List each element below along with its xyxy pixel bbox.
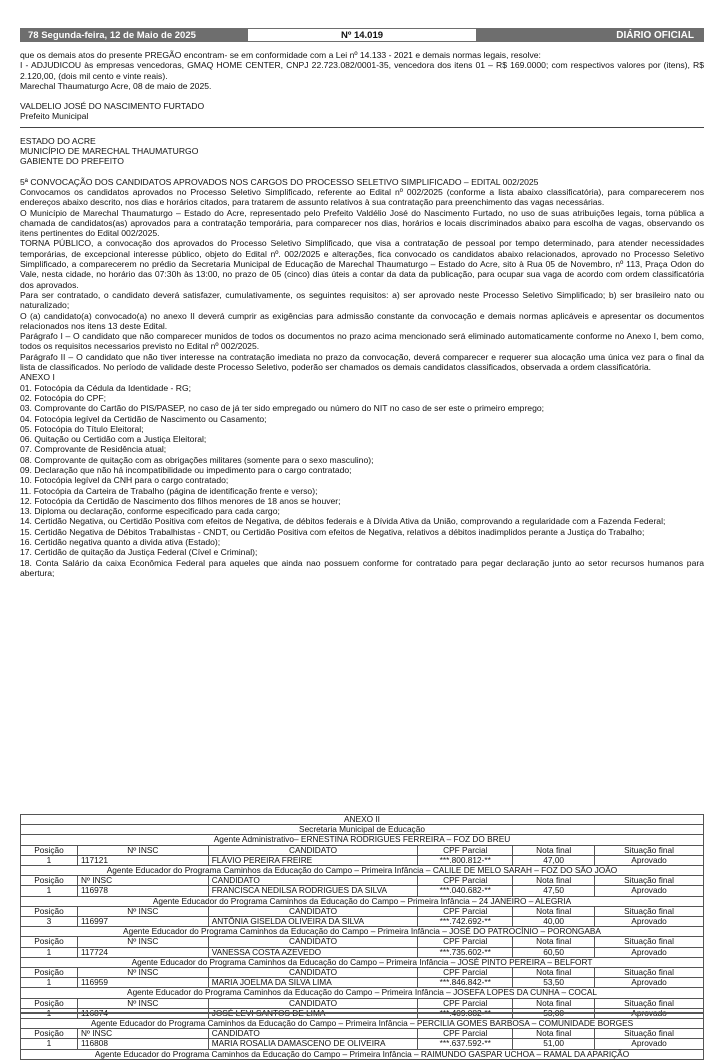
column-header: Posição — [21, 845, 78, 855]
table-header-row — [21, 845, 704, 855]
column-header: Nota final — [513, 998, 595, 1008]
table-cell: 53,50 — [513, 978, 595, 988]
table-cell: 47,50 — [513, 886, 595, 896]
table-title — [21, 815, 704, 825]
table-cell: 1 — [21, 886, 78, 896]
column-header: Nota final — [513, 937, 595, 947]
column-header: CPF Parcial — [418, 906, 513, 916]
column-header: Posição — [21, 968, 78, 978]
paragraph: TORNA PÚBLICO, a convocação dos aprovados do Processo Seletivo Simplificado, que visa a contratação de pessoal por tempo determinado, para atender necessidades temporárias, de excepcional interesse público, objeto do Edital nº. 002/2025 e alterações, fica convocado os candidatos abaixo relacionados, aprovado no Processo Seletivo Simplificado, a comparecerem no prédio da Secretaria Municipal de Educação de Marechal Thaumaturgo – Estado do Acre, sito à Rua 05 de Novembro, nº 113, Praça Odon do Vale, nesta cidade, no horário das 07:30h às 13:00, no prazo de 05 (cinco) dias úteis a contar da data da publicação, para ocupar sua vaga de acordo com ordem classificatória dos aprovados. — [20, 238, 704, 290]
table-cell: Aprovado — [595, 855, 704, 865]
table-row — [21, 947, 704, 957]
column-header: Nota final — [513, 968, 595, 978]
signature-name: VALDELIO JOSÉ DO NASCIMENTO FURTADO — [20, 101, 205, 112]
paragraph: 07. Comprovante de Residência atual; — [20, 444, 167, 455]
paragraph: Marechal Thaumaturgo Acre, 08 de maio de 2025. — [20, 80, 212, 91]
table-subtitle-text: Secretaria Municipal de Educação — [21, 825, 704, 835]
group-label — [21, 957, 704, 967]
table-cell: ***.409.082-** — [418, 1008, 513, 1018]
header-date: 78 Segunda-feira, 12 de Maio de 2025 — [20, 28, 248, 42]
column-header: Nº INSC — [77, 876, 208, 886]
table-cell: 1 — [21, 1008, 78, 1018]
table-cell: 51,00 — [513, 1039, 595, 1049]
column-header: Situação final — [595, 906, 704, 916]
group-label — [21, 988, 704, 998]
table-title-text: ANEXO II — [21, 815, 704, 825]
paragraph: ANEXO I — [20, 372, 55, 383]
table-subtitle — [21, 825, 704, 835]
table-cell: 116808 — [77, 1039, 208, 1049]
column-header: CANDIDATO — [208, 968, 418, 978]
column-header: Situação final — [595, 1029, 704, 1039]
table-cell: 1 — [21, 947, 78, 957]
table-cell: FRANCISCA NEDILSA RODRIGUES DA SILVA — [208, 886, 418, 896]
table-cell: 1 — [21, 855, 78, 865]
table-cell: JOSÉ LEVI SANTOS DE LIMA — [208, 1008, 418, 1018]
document-body — [20, 50, 704, 578]
group-label-text: Agente Educador do Programa Caminhos da Educação do Campo – Primeira Infância – 24 JANEIRO – ALEGRIA — [21, 896, 704, 906]
group-label-text: Agente Educador do Programa Caminhos da Educação do Campo – Primeira Infância – JOSÉ PINTO PEREIRA – BELFORT — [21, 957, 704, 967]
table-cell: ***.846.842-** — [418, 978, 513, 988]
paragraph: Parágrafo II – O candidato que não tiver interesse na contratação imediata no prazo da convocação, deverá comparecer e requerer sua alocação uma única vez para o final da lista de classificados. No período de validade deste Processo Seletivo, poderão ser chamados os demais candidatos classificados, observada a ordem classificatória. — [20, 351, 704, 373]
table-cell: ANTÔNIA GISELDA OLIVEIRA DA SILVA — [208, 917, 418, 927]
column-header: Posição — [21, 1029, 78, 1039]
paragraph: 13. Diploma ou declaração, conforme especificado para cada cargo; — [20, 506, 280, 517]
table-cell: 1 — [21, 978, 78, 988]
paragraph: 5ª CONVOCAÇÃO DOS CANDIDATOS APROVADOS NOS CARGOS DO PROCESSO SELETIVO SIMPLIFICADO – EDITAL 002/2025 — [20, 176, 539, 187]
table-cell: Aprovado — [595, 886, 704, 896]
column-header: Situação final — [595, 845, 704, 855]
annex-table — [20, 814, 704, 1060]
paragraph: 05. Fotocópia do Título Eleitoral; — [20, 423, 144, 434]
group-label — [21, 835, 704, 845]
paragraph: I - ADJUDICOU às empresas vencedoras, GMAQ HOME CENTER, CNPJ 22.723.082/0001-35, vencedora dos itens 01 – R$ 169.0000; com respectivos valores por (itens), R$ 2.120,00, (dois mil cento e vinte reais). — [20, 60, 704, 81]
column-header: CPF Parcial — [418, 876, 513, 886]
table-header-row — [21, 906, 704, 916]
group-label-text: Agente Educador do Programa Caminhos da Educação do Campo – Primeira Infância – PERCILIA GOMES BARBOSA – COMUNIDADE BORGES — [21, 1019, 704, 1029]
table-cell: Aprovado — [595, 978, 704, 988]
column-header: Nota final — [513, 845, 595, 855]
table-cell: MARIA ROSALIA DAMASCENO DE OLIVEIRA — [208, 1039, 418, 1049]
table-cell: 116978 — [77, 886, 208, 896]
table-cell: ***.800.812-** — [418, 855, 513, 865]
table-cell: ***.040.682-** — [418, 886, 513, 896]
table-header-row — [21, 876, 704, 886]
group-label-text: Agente Educador do Programa Caminhos da Educação do Campo – Primeira Infância – RAIMUNDO GASPAR UCHOA – RAMAL DA APARIÇÃO — [21, 1049, 704, 1059]
group-label — [21, 927, 704, 937]
table-cell: 117724 — [77, 947, 208, 957]
table-cell: FLÁVIO PEREIRA FREIRE — [208, 855, 418, 865]
table-cell: 116997 — [77, 917, 208, 927]
column-header: CPF Parcial — [418, 968, 513, 978]
table-row — [21, 917, 704, 927]
paragraph: Parágrafo I – O candidato que não comparecer munidos de todos os documentos no prazo acima mencionado será eliminado automaticamente conforme no Anexo I, bem como, todos os requisitos necessarios previsto no Edital nº 002/2025. — [20, 331, 704, 352]
paragraph: 16. Certidão negativa quanto a divida ativa (Estado); — [20, 537, 221, 548]
paragraph: 12. Fotocópia da Certidão de Nascimento dos filhos menores de 18 anos se houver; — [20, 495, 341, 506]
column-header: Nº INSC — [77, 1029, 208, 1039]
column-header: CPF Parcial — [418, 845, 513, 855]
paragraph: 03. Comprovante do Cartão do PIS/PASEP, no caso de já ter sido empregado ou número do NIT no caso de ser este o primeiro emprego; — [20, 403, 545, 414]
column-header: CPF Parcial — [418, 998, 513, 1008]
paragraph: 17. Certidão de quitação da Justiça Federal (Cível e Criminal); — [20, 547, 258, 558]
paragraph: 10. Fotocópia legível da CNH para o cargo contratado; — [20, 475, 229, 486]
paragraph: 04. Fotocópia legível da Certidão de Nascimento ou Casamento; — [20, 413, 267, 424]
column-header: Nota final — [513, 1029, 595, 1039]
table-row — [21, 978, 704, 988]
table-header-row — [21, 998, 704, 1008]
column-header: Nº INSC — [77, 906, 208, 916]
table-cell: ***.637.592-** — [418, 1039, 513, 1049]
group-label — [21, 1049, 704, 1059]
header-publication-name: DIÁRIO OFICIAL — [476, 28, 704, 42]
paragraph: 18. Conta Salário da caixa Econômica Federal para aqueles que ainda nao possuem conforme for contratado para pegar declaração junto ao setor recursos humanos para abertura; — [20, 557, 704, 578]
table-cell: 117121 — [77, 855, 208, 865]
table-header-row — [21, 968, 704, 978]
group-label — [21, 866, 704, 876]
group-label-text: Agente Educador do Programa Caminhos da Educação do Campo – Primeira Infância – JOSEFA LOPES DA CUNHA – COCAL — [21, 988, 704, 998]
paragraph: 14. Certidão Negativa, ou Certidão Positiva com efeitos de Negativa, de débitos federais e à Dívida Ativa da União, comprovando a regularidade com a Fazenda Federal; — [20, 516, 666, 527]
column-header: Nota final — [513, 906, 595, 916]
table-cell: 116874 — [77, 1008, 208, 1018]
paragraph: O Município de Marechal Thaumaturgo – Estado do Acre, representado pelo Prefeito Valdélio José do Nascimento Furtado, no uso de suas atribuições legais, torna pública a chamada de candidatos(as) aprovados para a contratação temporária, para comparecer nos dias, horários e locais discriminados abaixo para escolha de vagas, observando os itens pertinentes do Edital 002/2025. — [20, 207, 704, 239]
table-cell: Aprovado — [595, 1008, 704, 1018]
column-header: CANDIDATO — [208, 1029, 418, 1039]
table-cell: Aprovado — [595, 1039, 704, 1049]
column-header: Posição — [21, 998, 78, 1008]
column-header: Nº INSC — [77, 937, 208, 947]
group-label-text: Agente Administrativo– ERNESTINA RODRIGUES FERREIRA – FOZ DO BREU — [21, 835, 704, 845]
group-label — [21, 896, 704, 906]
table-cell: ***.735.602-** — [418, 947, 513, 957]
column-header: Nº INSC — [77, 845, 208, 855]
paragraph: 01. Fotocópia da Cédula da Identidade - RG; — [20, 382, 192, 393]
org-line: MUNICÍPIO DE MARECHAL THAUMATURGO — [20, 146, 199, 157]
table-cell: 47,00 — [513, 855, 595, 865]
page-header — [20, 28, 704, 42]
table-cell: 116959 — [77, 978, 208, 988]
paragraph: Para ser contratado, o candidato deverá satisfazer, cumulativamente, os seguintes requisitos: a) ser aprovado neste Processo Seletivo Simplificado; b) ser brasileiro nato ou naturalizado; — [20, 289, 704, 311]
org-line: GABIENTE DO PREFEITO — [20, 156, 124, 167]
column-header: Posição — [21, 937, 78, 947]
column-header: CANDIDATO — [208, 998, 418, 1008]
paragraph: 11. Fotocópia da Carteira de Trabalho (página de identificação frente e verso); — [20, 485, 318, 496]
paragraph: 08. Comprovante de quitação com as obrigações militares (somente para o sexo masculino); — [20, 454, 374, 465]
column-header: Posição — [21, 876, 78, 886]
paragraph: 02. Fotocópia do CPF; — [20, 392, 106, 403]
paragraph: que os demais atos do presente PREGÃO encontram- se em conformidade com a Lei nº 14.133 - 2021 e demais normas legais, resolve: — [20, 50, 541, 60]
paragraph: 09. Declaração que não há incompatibilidade ou impedimento para o cargo contratado; — [20, 464, 352, 475]
paragraph: O (a) candidato(a) convocado(a) no anexo II deverá cumprir as exigências para admissão constante da convocação e demais normas aplicáveis e apresentar os documentos relacionados nos itens 13 deste Edital. — [20, 310, 704, 331]
table-cell: 1 — [21, 1039, 78, 1049]
convocation-text — [20, 177, 704, 579]
column-header: Situação final — [595, 937, 704, 947]
column-header: Nº INSC — [77, 968, 208, 978]
table-cell: 60,50 — [513, 947, 595, 957]
column-header: CPF Parcial — [418, 937, 513, 947]
column-header: Nº INSC — [77, 998, 208, 1008]
table-cell: Aprovado — [595, 917, 704, 927]
table-cell: Aprovado — [595, 947, 704, 957]
paragraph: 15. Certidão Negativa de Débitos Trabalhistas - CNDT, ou Certidão Positiva com efeitos de Negativa, relativos a débitos inadimplidos perante a Justiça do Trabalho; — [20, 526, 645, 537]
column-header: Situação final — [595, 968, 704, 978]
paragraph: 06. Quitação ou Certidão com a Justiça Eleitoral; — [20, 434, 207, 445]
table-cell: 53,00 — [513, 1008, 595, 1018]
column-header: CPF Parcial — [418, 1029, 513, 1039]
table-cell: ***.742.692-** — [418, 917, 513, 927]
org-line: ESTADO DO ACRE — [20, 135, 96, 146]
table-row — [21, 1039, 704, 1049]
group-label-text: Agente Educador do Programa Caminhos da Educação do Campo – Primeira Infância – JOSÉ DO PATROCÍNIO – PORONGABA — [21, 927, 704, 937]
table-cell: 3 — [21, 917, 78, 927]
table-cell: MARIA JOELMA DA SILVA LIMA — [208, 978, 418, 988]
column-header: CANDIDATO — [208, 876, 418, 886]
column-header: Posição — [21, 906, 78, 916]
column-header: Nota final — [513, 876, 595, 886]
table-row — [21, 855, 704, 865]
column-header: CANDIDATO — [208, 906, 418, 916]
paragraph: Convocamos os candidatos aprovados no Processo Seletivo Simplificado, referente ao Edital nº 002/2025 (conforme a lista abaixo classificatória), para comparecerem nos endereços abaixo descrito, nos dias e horários citados, para tratarem de assunto relativos à sua contratação para preenchimento das vagas necessárias. — [20, 186, 704, 208]
column-header: Situação final — [595, 998, 704, 1008]
header-issue-number: Nº 14.019 — [248, 28, 476, 42]
signature-role: Prefeito Municipal — [20, 111, 89, 122]
column-header: CANDIDATO — [208, 845, 418, 855]
group-label-text: Agente Educador do Programa Caminhos da Educação do Campo – Primeira Infância – CALILE DE MELO SARAH – FOZ DO SÃO JOÃO — [21, 866, 704, 876]
table-cell: 40,00 — [513, 917, 595, 927]
divider — [20, 127, 704, 128]
table-header-row — [21, 937, 704, 947]
footer-divider — [20, 1012, 704, 1014]
table-header-row — [21, 1029, 704, 1039]
table-row — [21, 886, 704, 896]
column-header: Situação final — [595, 876, 704, 886]
table-cell: VANESSA COSTA AZEVEDO — [208, 947, 418, 957]
column-header: CANDIDATO — [208, 937, 418, 947]
